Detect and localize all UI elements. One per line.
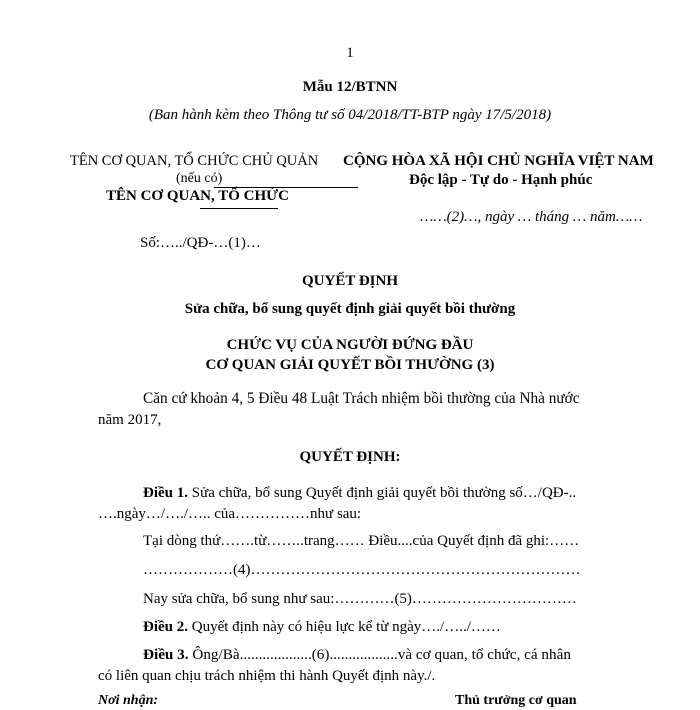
header-left-rule-2 [200,208,278,209]
article-1-line5: Nay sửa chữa, bổ sung như sau:…………(5)…………………………… [143,591,577,607]
signatory-title: Thủ trưởng cơ quan [455,693,577,708]
authority-title-line1: CHỨC VỤ CỦA NGƯỜI ĐỨNG ĐẦU [226,337,474,353]
document-subtitle: Sửa chữa, bổ sung quyết định giải quyết bồi thường [184,301,516,317]
issued-note: (Ban hành kèm theo Thông tư số 04/2018/TT-BTP ngày 17/5/2018) [148,107,552,123]
recipients-label: Nơi nhận: [98,693,159,708]
parent-agency-name: TÊN CƠ QUAN, TỔ CHỨC CHỦ QUẢN [70,153,319,169]
authority-title-line2: CƠ QUAN GIẢI QUYẾT BỒI THƯỜNG (3) [205,357,495,373]
article-2-text: Quyết định này có hiệu lực kể từ ngày…./…../…… [188,619,501,635]
article-2-label: Điều 2. [143,619,188,635]
article-1-line1 [143,484,576,502]
agency-name: TÊN CƠ QUAN, TỔ CHỨC [106,188,289,204]
article-2 [143,618,501,636]
article-1-text: Sửa chữa, bổ sung Quyết định giải quyết bồi thường số…/QĐ-.. [188,485,577,501]
article-1-line3: Tại dòng thứ…….từ……..trang…… Điều....của Quyết định đã ghi:…… [143,533,580,549]
article-3-line1 [143,646,571,664]
parent-agency-note: (nếu có) [176,171,223,186]
legal-basis-line2: năm 2017, [98,412,162,428]
form-code: Mẫu 12/BTNN [302,79,398,95]
decision-heading: QUYẾT ĐỊNH: [299,449,401,465]
legal-basis-line1: Căn cứ khoản 4, 5 Điều 48 Luật Trách nhiệm bồi thường của Nhà nước [143,390,580,407]
document-title: QUYẾT ĐỊNH [302,273,398,289]
document-number: Số:…../QĐ-…(1)… [140,235,261,251]
national-motto: Độc lập - Tự do - Hạnh phúc [409,172,593,188]
article-3-text: Ông/Bà...................(6)..................và cơ quan, tổ chức, cá nhân [188,646,571,663]
page-number: 1 [346,45,354,61]
article-1-line2: ….ngày…/…./….. của……………như sau: [98,506,362,522]
article-1-line4: ………………(4)………………………………………………………… [143,562,581,578]
article-3-label: Điều 3. [143,646,189,663]
article-3-line2: có liên quan chịu trách nhiệm thi hành Quyết định này./. [98,668,436,684]
national-title: CỘNG HÒA XÃ HỘI CHỦ NGHĨA VIỆT NAM [343,153,654,169]
place-date: ……(2)…, ngày … tháng … năm…… [420,209,643,225]
article-1-label: Điều 1. [143,485,188,501]
